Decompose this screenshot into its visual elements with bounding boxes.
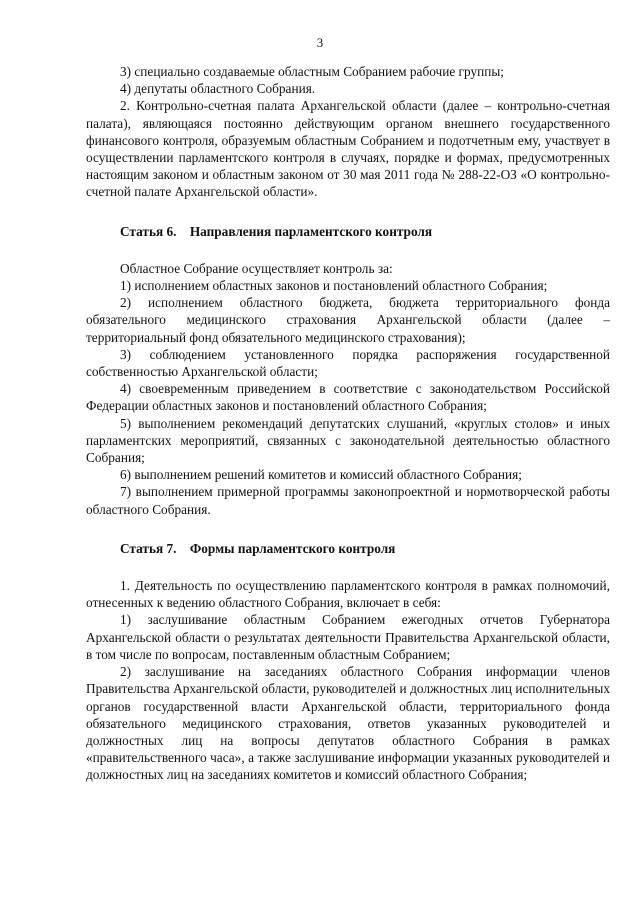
paragraph: 4) своевременным приведением в соответствие с законодательством Российской Федерации областных законов и постановлений областного Собрания; (86, 381, 610, 414)
paragraph: 3) специально создаваемые областным Собранием рабочие группы; (120, 64, 504, 79)
paragraph: 7) выполнением примерной программы законопроектной и нормотворческой работы областного Собрания. (86, 484, 610, 517)
paragraph: 6) выполнением решений комитетов и комиссий областного Собрания; (120, 467, 522, 483)
article-7-number: Статья 7. (120, 540, 177, 556)
article-6-number: Статья 6. (120, 223, 177, 239)
paragraph: 1. Деятельность по осуществлению парламентского контроля в рамках полномочий, отнесенных к ведению областного Собрания, включает в себя: (86, 578, 610, 611)
article-7-heading (86, 540, 610, 557)
paragraph: 2) заслушивание на заседаниях областного Собрания информации членов Правительства Архангельской области, руководителей и должностных лиц исполнительных органов государственной власти Архангельской области, территориального фонда обязательного медицинского страхования, ответов указанных руководителей и должностных лиц на вопросы депутатов областного Собрания в рамках «правительственного часа», а также заслушивание информации указанных руководителей и должностных лиц на заседаниях комитетов и комиссий областного Собрания; (86, 664, 610, 783)
paragraph: 1) исполнением областных законов и постановлений областного Собрания; (120, 278, 548, 294)
article-6-title: Направления парламентского контроля (189, 223, 433, 239)
paragraph: 1) заслушивание областным Собранием ежегодных отчетов Губернатора Архангельской области о результатах деятельности Правительства Архангельской области, в том числе по вопросам, поставленным областным Собранием; (86, 612, 610, 662)
document-body (86, 63, 610, 784)
paragraph: 2) исполнением областного бюджета, бюджета территориального фонда обязательного медицинского страхования Архангельской области (далее – территориальный фонд обязательного медицинского страхования); (86, 295, 610, 345)
article-6-heading (86, 223, 610, 240)
paragraph: 5) выполнением рекомендаций депутатских слушаний, «круглых столов» и иных парламентских мероприятий, связанных с законодательной деятельностью областного Собрания; (86, 415, 610, 466)
paragraph: 4) депутаты областного Собрания. (120, 81, 316, 97)
paragraph: 2. Контрольно-счетная палата Архангельской области (далее – контрольно-счетная палата), являющаяся постоянно действующим органом внешнего государственного финансового контроля, образуемым областным Собранием и подотчетным ему, участвует в осуществлении парламентского контроля в случаях, порядке и формах, предусмотренных настоящим законом и областным законом от 30 мая 2011 года № 288-22-ОЗ «О контрольно-счетной палате Архангельской области». (86, 98, 610, 200)
article-7-title: Формы парламентского контроля (189, 540, 396, 556)
page-number: 3 (316, 36, 324, 50)
paragraph: Областное Собрание осуществляет контроль за: (120, 260, 393, 276)
paragraph: 3) соблюдением установленного порядка распоряжения государственной собственностью Архангельской области; (86, 346, 610, 380)
